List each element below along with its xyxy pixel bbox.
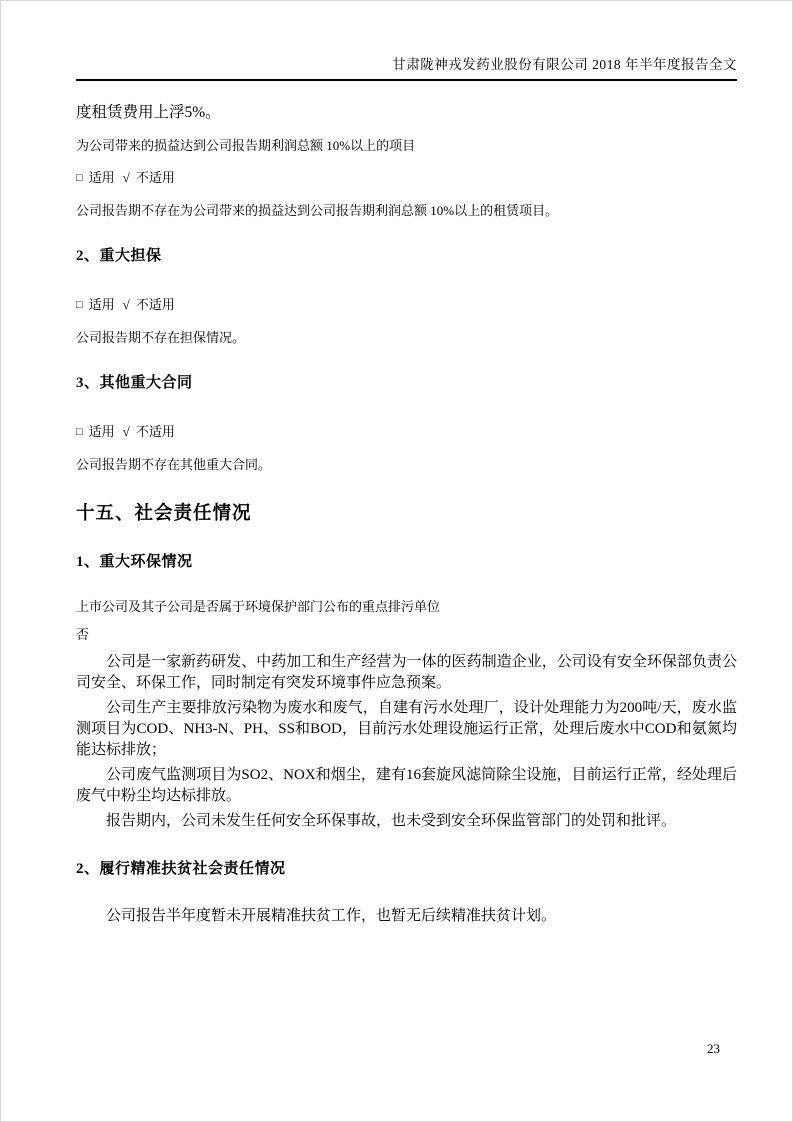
section-title-other-contracts: 3、其他重大合同 bbox=[76, 375, 193, 391]
page-header-title: 甘肃陇神戎发药业股份有限公司 2018 年半年度报告全文 bbox=[76, 53, 737, 81]
environment-paragraph: 公司是一家新药研发、中药加工和生产经营为一体的医药制造企业，公司设有安全环保部负责公司安全、环保工作，同时制定有突发环境事件应急预案。 bbox=[76, 654, 737, 691]
applicability-row-guarantee bbox=[76, 294, 737, 313]
check-icon: √ bbox=[122, 297, 130, 312]
applicability-row-lease bbox=[76, 167, 737, 186]
environment-paragraph: 公司生产主要排放污染物为废水和废气，自建有污水处理厂，设计处理能力为200吨/天，废水监测项目为COD、NH3-N、PH、SS和BOD，目前污水处理设施运行正常，处理后废水中COD和氨氮均能达标排放； bbox=[76, 700, 737, 758]
not-applicable-label: 不适用 bbox=[135, 170, 175, 185]
checkbox-unchecked-icon: □ bbox=[76, 426, 83, 438]
checkbox-unchecked-icon: □ bbox=[76, 299, 83, 311]
applicable-label: 适用 bbox=[88, 424, 115, 439]
environment-paragraphs bbox=[76, 652, 737, 832]
checkbox-unchecked-icon: □ bbox=[76, 172, 83, 184]
check-icon: √ bbox=[122, 170, 130, 185]
check-icon: √ bbox=[122, 424, 130, 439]
not-applicable-label: 不适用 bbox=[135, 297, 175, 312]
lease-profit-item-note: 公司报告期不存在为公司带来的损益达到公司报告期利润总额 10%以上的租赁项目。 bbox=[76, 203, 559, 218]
section-title-environment: 1、重大环保情况 bbox=[76, 554, 193, 570]
lease-carryover-text: 度租赁费用上浮5%。 bbox=[76, 104, 221, 121]
poverty-paragraph: 公司报告半年度暂未开展精准扶贫工作，也暂无后续精准扶贫计划。 bbox=[106, 908, 557, 924]
environment-question: 上市公司及其子公司是否属于环境保护部门公布的重点排污单位 bbox=[76, 599, 441, 614]
lease-profit-item-label: 为公司带来的损益达到公司报告期利润总额 10%以上的项目 bbox=[76, 138, 416, 153]
environment-paragraph: 报告期内，公司未发生任何安全环保事故，也未受到安全环保监管部门的处罚和批评。 bbox=[106, 813, 677, 829]
applicable-label: 适用 bbox=[88, 297, 115, 312]
section-title-guarantee: 2、重大担保 bbox=[76, 248, 162, 264]
applicable-label: 适用 bbox=[88, 170, 115, 185]
other-contracts-note: 公司报告期不存在其他重大合同。 bbox=[76, 457, 272, 472]
environment-paragraph: 公司废气监测项目为SO2、NOX和烟尘，建有16套旋风滤筒除尘设施，目前运行正常，经处理后废气中粉尘均达标排放。 bbox=[76, 767, 737, 804]
not-applicable-label: 不适用 bbox=[135, 424, 175, 439]
section-title-poverty-alleviation: 2、履行精准扶贫社会责任情况 bbox=[76, 861, 286, 877]
applicability-row-other-contracts bbox=[76, 421, 737, 440]
page-number: 23 bbox=[707, 1041, 720, 1056]
guarantee-note: 公司报告期不存在担保情况。 bbox=[76, 330, 246, 345]
chapter-title-social-responsibility: 十五、社会责任情况 bbox=[76, 504, 252, 524]
environment-answer: 否 bbox=[76, 627, 90, 642]
